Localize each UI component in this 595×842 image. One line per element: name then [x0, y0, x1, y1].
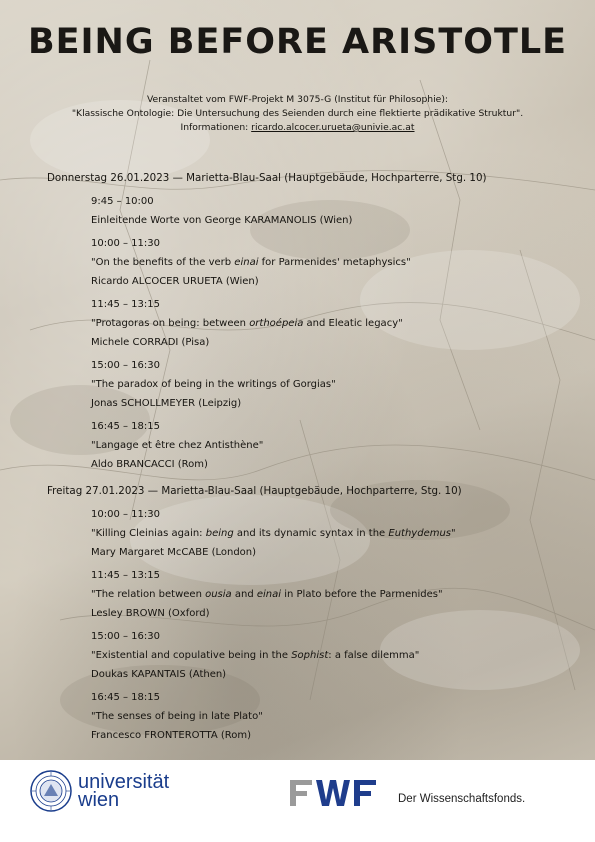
- session-time: 11:45 – 13:15: [91, 570, 160, 581]
- session-speaker: Michele CORRADI (Pisa): [91, 337, 210, 348]
- session-item: [91, 505, 561, 562]
- day2-heading: Freitag 27.01.2023 — Marietta-Blau-Saal (Hauptgebäude, Hochparterre, Stg. 10): [47, 485, 462, 497]
- session-speaker: Aldo BRANCACCI (Rom): [91, 459, 208, 470]
- session-speaker: Lesley BROWN (Oxford): [91, 608, 210, 619]
- session-time: 11:45 – 13:15: [91, 299, 160, 310]
- session-title: "Langage et être chez Antisthène": [91, 440, 264, 451]
- session-title: "On the benefits of the verb einai for Parmenides' metaphysics": [91, 257, 411, 268]
- session-item: [91, 295, 561, 352]
- session-time: 15:00 – 16:30: [91, 631, 160, 642]
- session-title: "Existential and copulative being in the Sophist: a false dilemma": [91, 650, 420, 661]
- university-seal-icon: [30, 770, 72, 812]
- session-time: 10:00 – 11:30: [91, 238, 160, 249]
- session-speaker: Jonas SCHOLLMEYER (Leipzig): [91, 398, 242, 409]
- session-title: "Killing Cleinias again: being and its dynamic syntax in the Euthydemus": [91, 528, 456, 539]
- univie-wordmark: universität wien: [78, 771, 170, 811]
- session-title: "The senses of being in late Plato": [91, 711, 263, 722]
- intro-info: [60, 121, 535, 135]
- session-item: [91, 627, 561, 684]
- session-item: [91, 234, 561, 291]
- intro-block: [60, 93, 535, 135]
- contact-email-link[interactable]: ricardo.alcocer.urueta@univie.ac.at: [251, 122, 415, 133]
- session-time: 9:45 – 10:00: [91, 196, 154, 207]
- day1-heading: Donnerstag 26.01.2023 — Marietta-Blau-Saal (Hauptgebäude, Hochparterre, Stg. 10): [47, 172, 487, 184]
- session-item: [91, 688, 561, 745]
- session-speaker: Francesco FRONTEROTTA (Rom): [91, 730, 251, 741]
- session-speaker: Doukas KAPANTAIS (Athen): [91, 669, 227, 680]
- session-time: 15:00 – 16:30: [91, 360, 160, 371]
- session-speaker: Ricardo ALCOCER URUETA (Wien): [91, 276, 259, 287]
- session-item: [91, 417, 561, 474]
- univie-logo: [30, 770, 169, 812]
- session-title: "The relation between ousia and einai in Plato before the Parmenides": [91, 589, 443, 600]
- session-title: "Protagoras on being: between orthoépeia and Eleatic legacy": [91, 318, 403, 329]
- session-item: [91, 356, 561, 413]
- fwf-logo: [290, 778, 525, 808]
- session-item: [91, 566, 561, 623]
- session-title: "The paradox of being in the writings of Gorgias": [91, 379, 336, 390]
- intro-project-title: "Klassische Ontologie: Die Untersuchung des Seienden durch eine flektierte prädikative Struktur".: [71, 108, 524, 119]
- session-item: [91, 192, 561, 230]
- session-title: Einleitende Worte von George KARAMANOLIS (Wien): [91, 215, 353, 226]
- intro-organizer: Veranstaltet vom FWF-Projekt M 3075-G (Institut für Philosophie):: [146, 94, 449, 105]
- session-time: 10:00 – 11:30: [91, 509, 160, 520]
- fwf-tagline: Der Wissenschaftsfonds.: [398, 793, 526, 805]
- session-speaker: Mary Margaret McCABE (London): [91, 547, 257, 558]
- session-time: 16:45 – 18:15: [91, 692, 160, 703]
- info-label: Informationen:: [180, 122, 252, 133]
- fwf-wordmark-icon: [290, 778, 390, 808]
- session-time: 16:45 – 18:15: [91, 421, 160, 432]
- poster-title: BEING BEFORE ARISTOTLE: [27, 22, 568, 62]
